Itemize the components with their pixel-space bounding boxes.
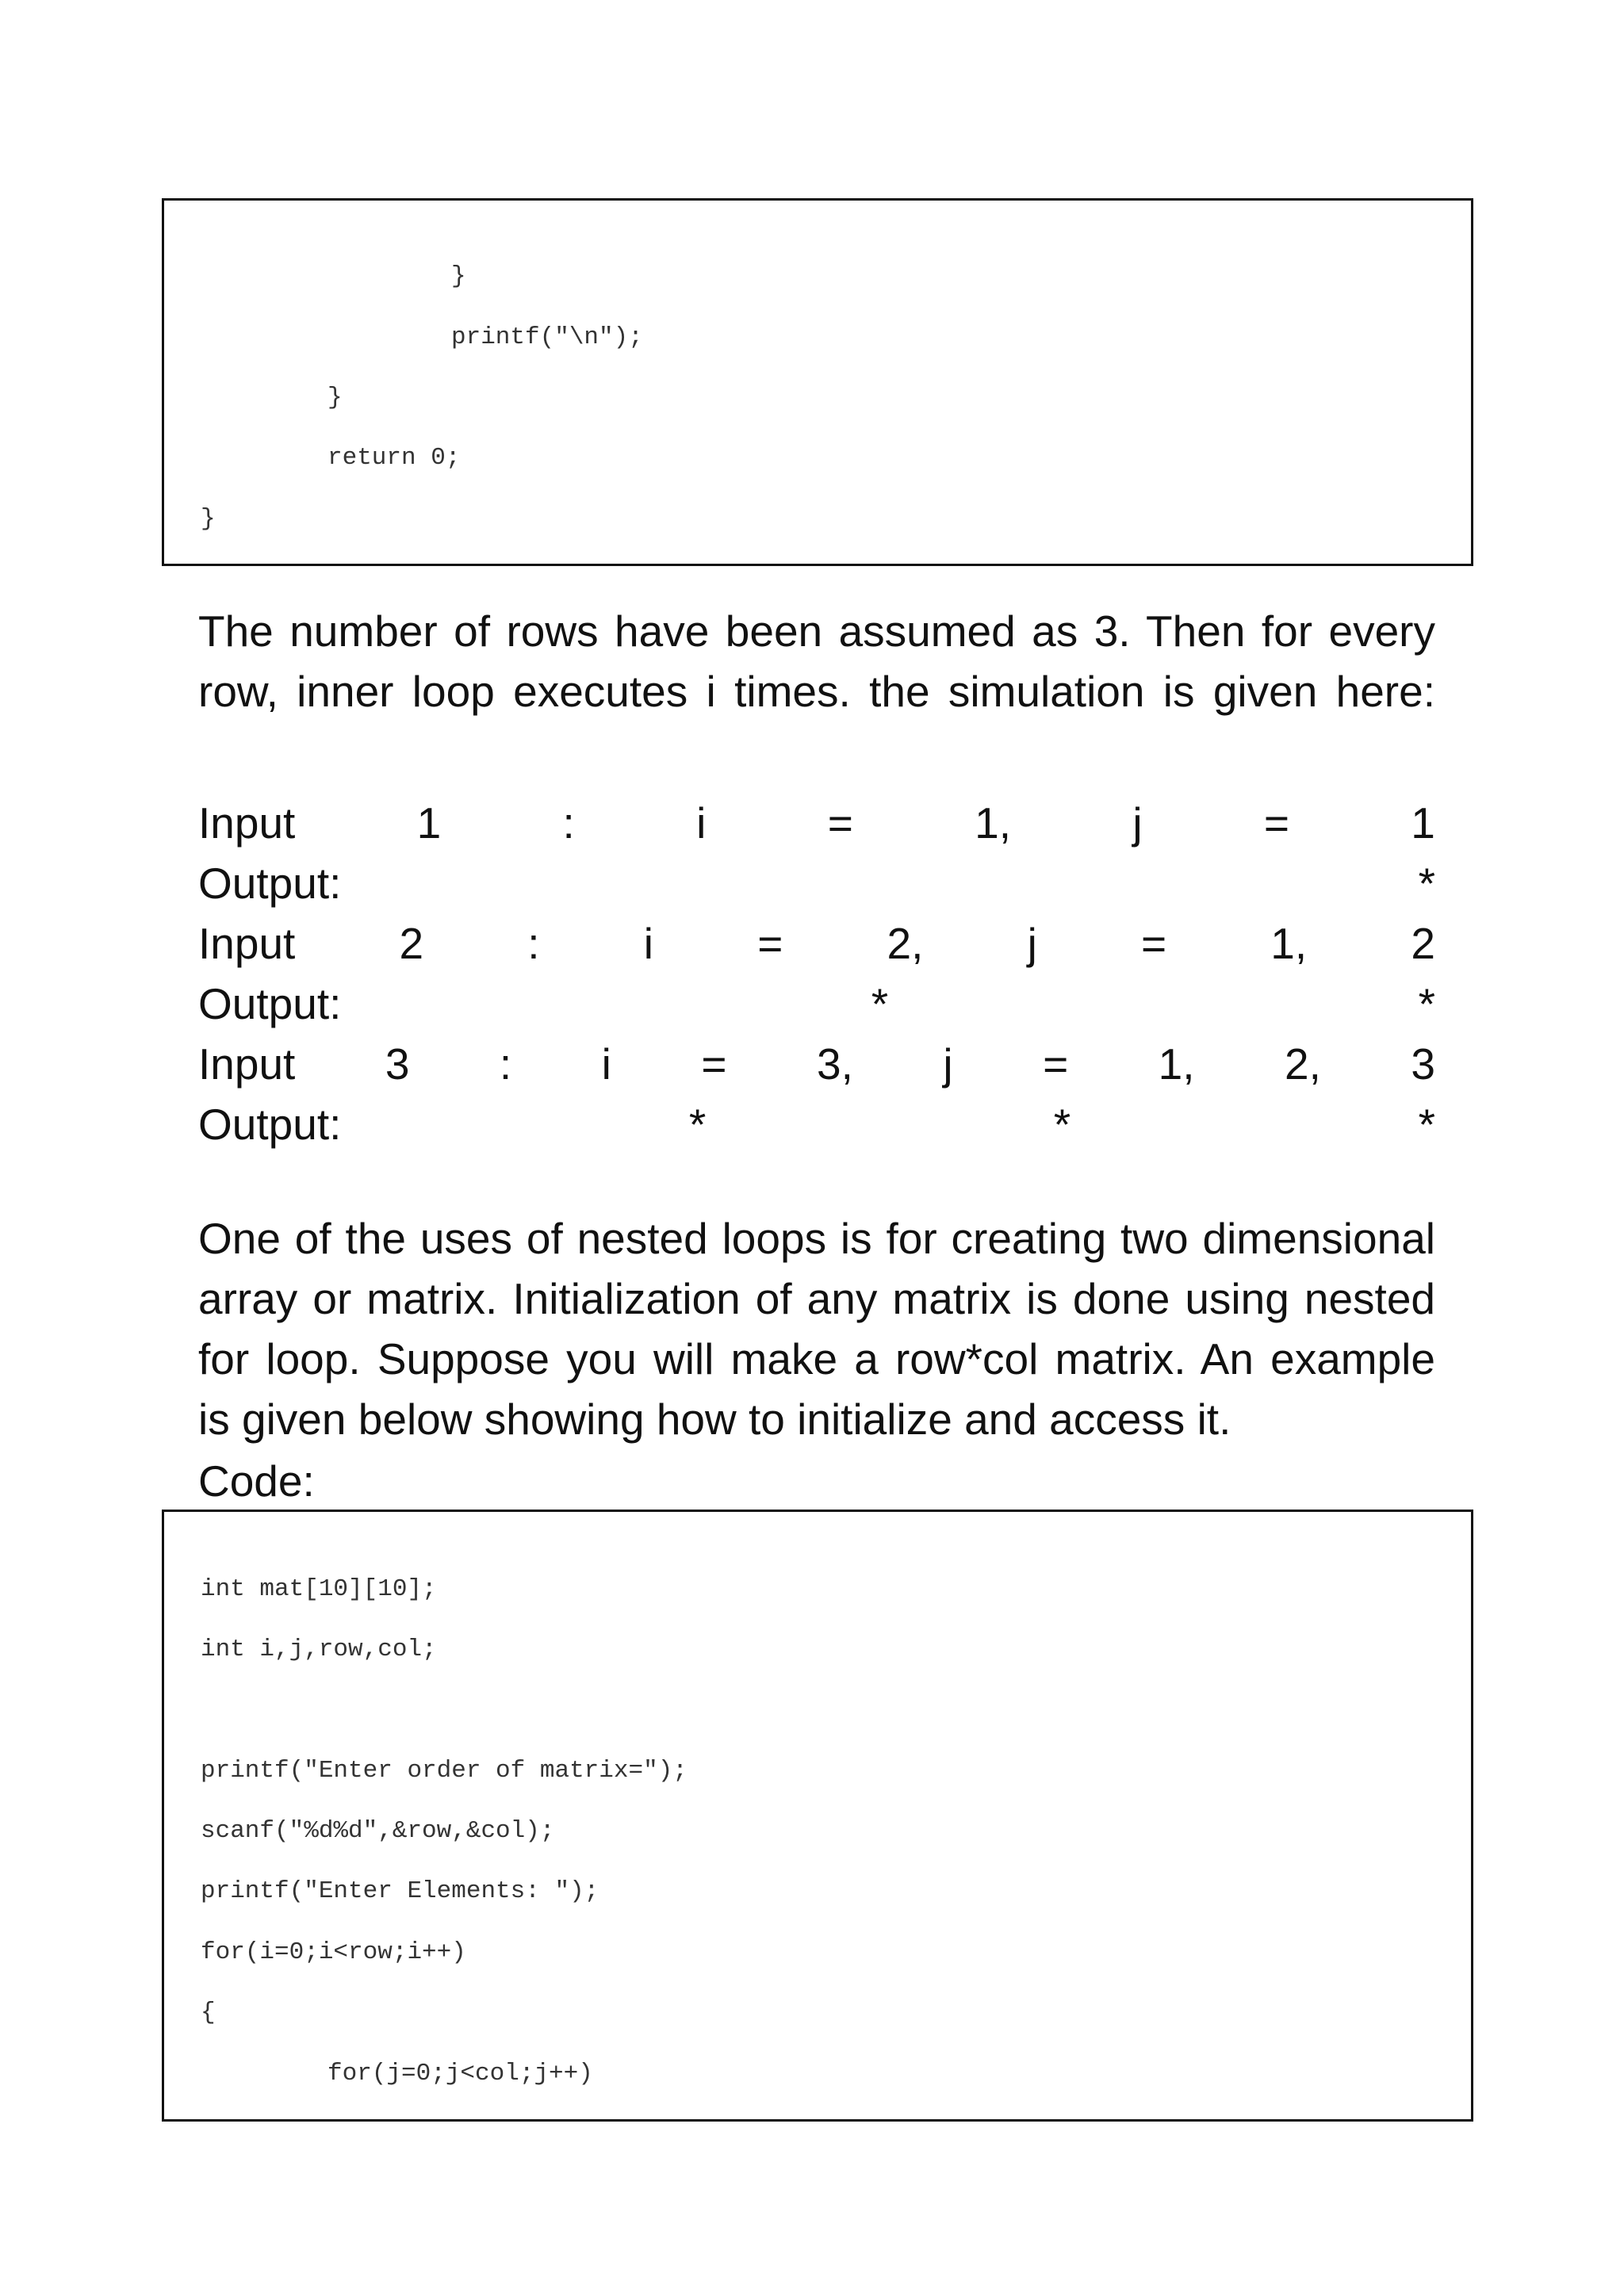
simulation-token: 1 [416, 798, 442, 848]
code-line: scanf("%d%d",&row,&col); [201, 1817, 555, 1845]
simulation-token: 2 [1411, 919, 1435, 968]
simulation-token: 1, [1270, 919, 1308, 968]
code-line: printf("Enter Elements: "); [201, 1877, 599, 1905]
code-line: } [451, 262, 466, 290]
code-line: } [327, 384, 343, 411]
simulation-token: 1 [1411, 798, 1435, 848]
simulation-token: : [562, 798, 575, 848]
paragraph-line: row, inner loop executes i times. the simulation is given here: [198, 667, 1435, 716]
simulation-row-input-1 [198, 793, 1435, 853]
code-line: int i,j,row,col; [201, 1636, 437, 1663]
code-line: printf("\n"); [451, 323, 643, 351]
simulation-token: j [943, 1039, 953, 1089]
simulation-row-input-3 [198, 1034, 1435, 1094]
code-line: return 0; [327, 444, 461, 472]
paragraph-line: array or matrix. Initialization of any matrix is done using nested [198, 1274, 1435, 1323]
simulation-token: 2, [1285, 1039, 1321, 1089]
code-block-continued [162, 198, 1473, 566]
simulation-token: * [1418, 979, 1435, 1028]
paragraph-matrix-explanation [198, 1208, 1435, 1449]
simulation-token: j [1027, 919, 1037, 968]
simulation-token: Output: [198, 859, 342, 908]
simulation-token: i [601, 1039, 611, 1089]
simulation-token: * [1418, 859, 1435, 908]
simulation-token: 1, [975, 798, 1011, 848]
code-line: printf("Enter order of matrix="); [201, 1757, 688, 1785]
simulation-token: 2, [887, 919, 924, 968]
simulation-token: = [757, 919, 783, 968]
simulation-token: Input [198, 798, 296, 848]
simulation-token: Output: [198, 979, 342, 1028]
paragraph-line: for loop. Suppose you will make a row*col matrix. An example [198, 1334, 1435, 1383]
simulation-token: 3, [816, 1039, 853, 1089]
simulation-token: = [1263, 798, 1289, 848]
code-label: Code: [198, 1456, 315, 1506]
simulation-token: = [827, 798, 853, 848]
simulation-token: * [1418, 1100, 1435, 1149]
simulation-token: : [499, 1039, 512, 1089]
simulation-token: i [643, 919, 653, 968]
simulation-token: = [1043, 1039, 1069, 1089]
code-block-matrix [162, 1510, 1473, 2122]
simulation-token: j [1132, 798, 1143, 848]
simulation-row-output-2 [198, 974, 1435, 1034]
simulation-token: * [871, 979, 889, 1028]
paragraph-rows-explanation [198, 601, 1435, 721]
paragraph-line: The number of rows have been assumed as 3. Then for every [198, 607, 1435, 656]
simulation-token: 3 [1411, 1039, 1435, 1089]
paragraph-line: is given below showing how to initialize and access it. [198, 1395, 1231, 1444]
code-line: } [201, 505, 216, 533]
simulation-row-output-1 [198, 853, 1435, 913]
simulation-token: 3 [385, 1039, 410, 1089]
simulation-token: * [1053, 1100, 1071, 1149]
simulation-token: * [688, 1100, 707, 1149]
code-line: for(i=0;i<row;i++) [201, 1938, 466, 1966]
simulation-row-output-3 [198, 1094, 1435, 1154]
code-line: { [201, 1999, 216, 2026]
simulation-token: Input [198, 1039, 296, 1089]
paragraph-line: One of the uses of nested loops is for creating two dimensional [198, 1214, 1435, 1263]
simulation-row-input-2 [198, 913, 1435, 974]
code-line: for(j=0;j<col;j++) [327, 2060, 593, 2087]
simulation-token: 1, [1158, 1039, 1195, 1089]
simulation-token: Input [198, 919, 296, 968]
simulation-token: i [696, 798, 707, 848]
simulation-token: = [701, 1039, 727, 1089]
code-line: int mat[10][10]; [201, 1575, 437, 1603]
simulation-token: = [1140, 919, 1167, 968]
simulation-token: 2 [399, 919, 424, 968]
simulation-token: : [527, 919, 540, 968]
simulation-token: Output: [198, 1100, 342, 1149]
